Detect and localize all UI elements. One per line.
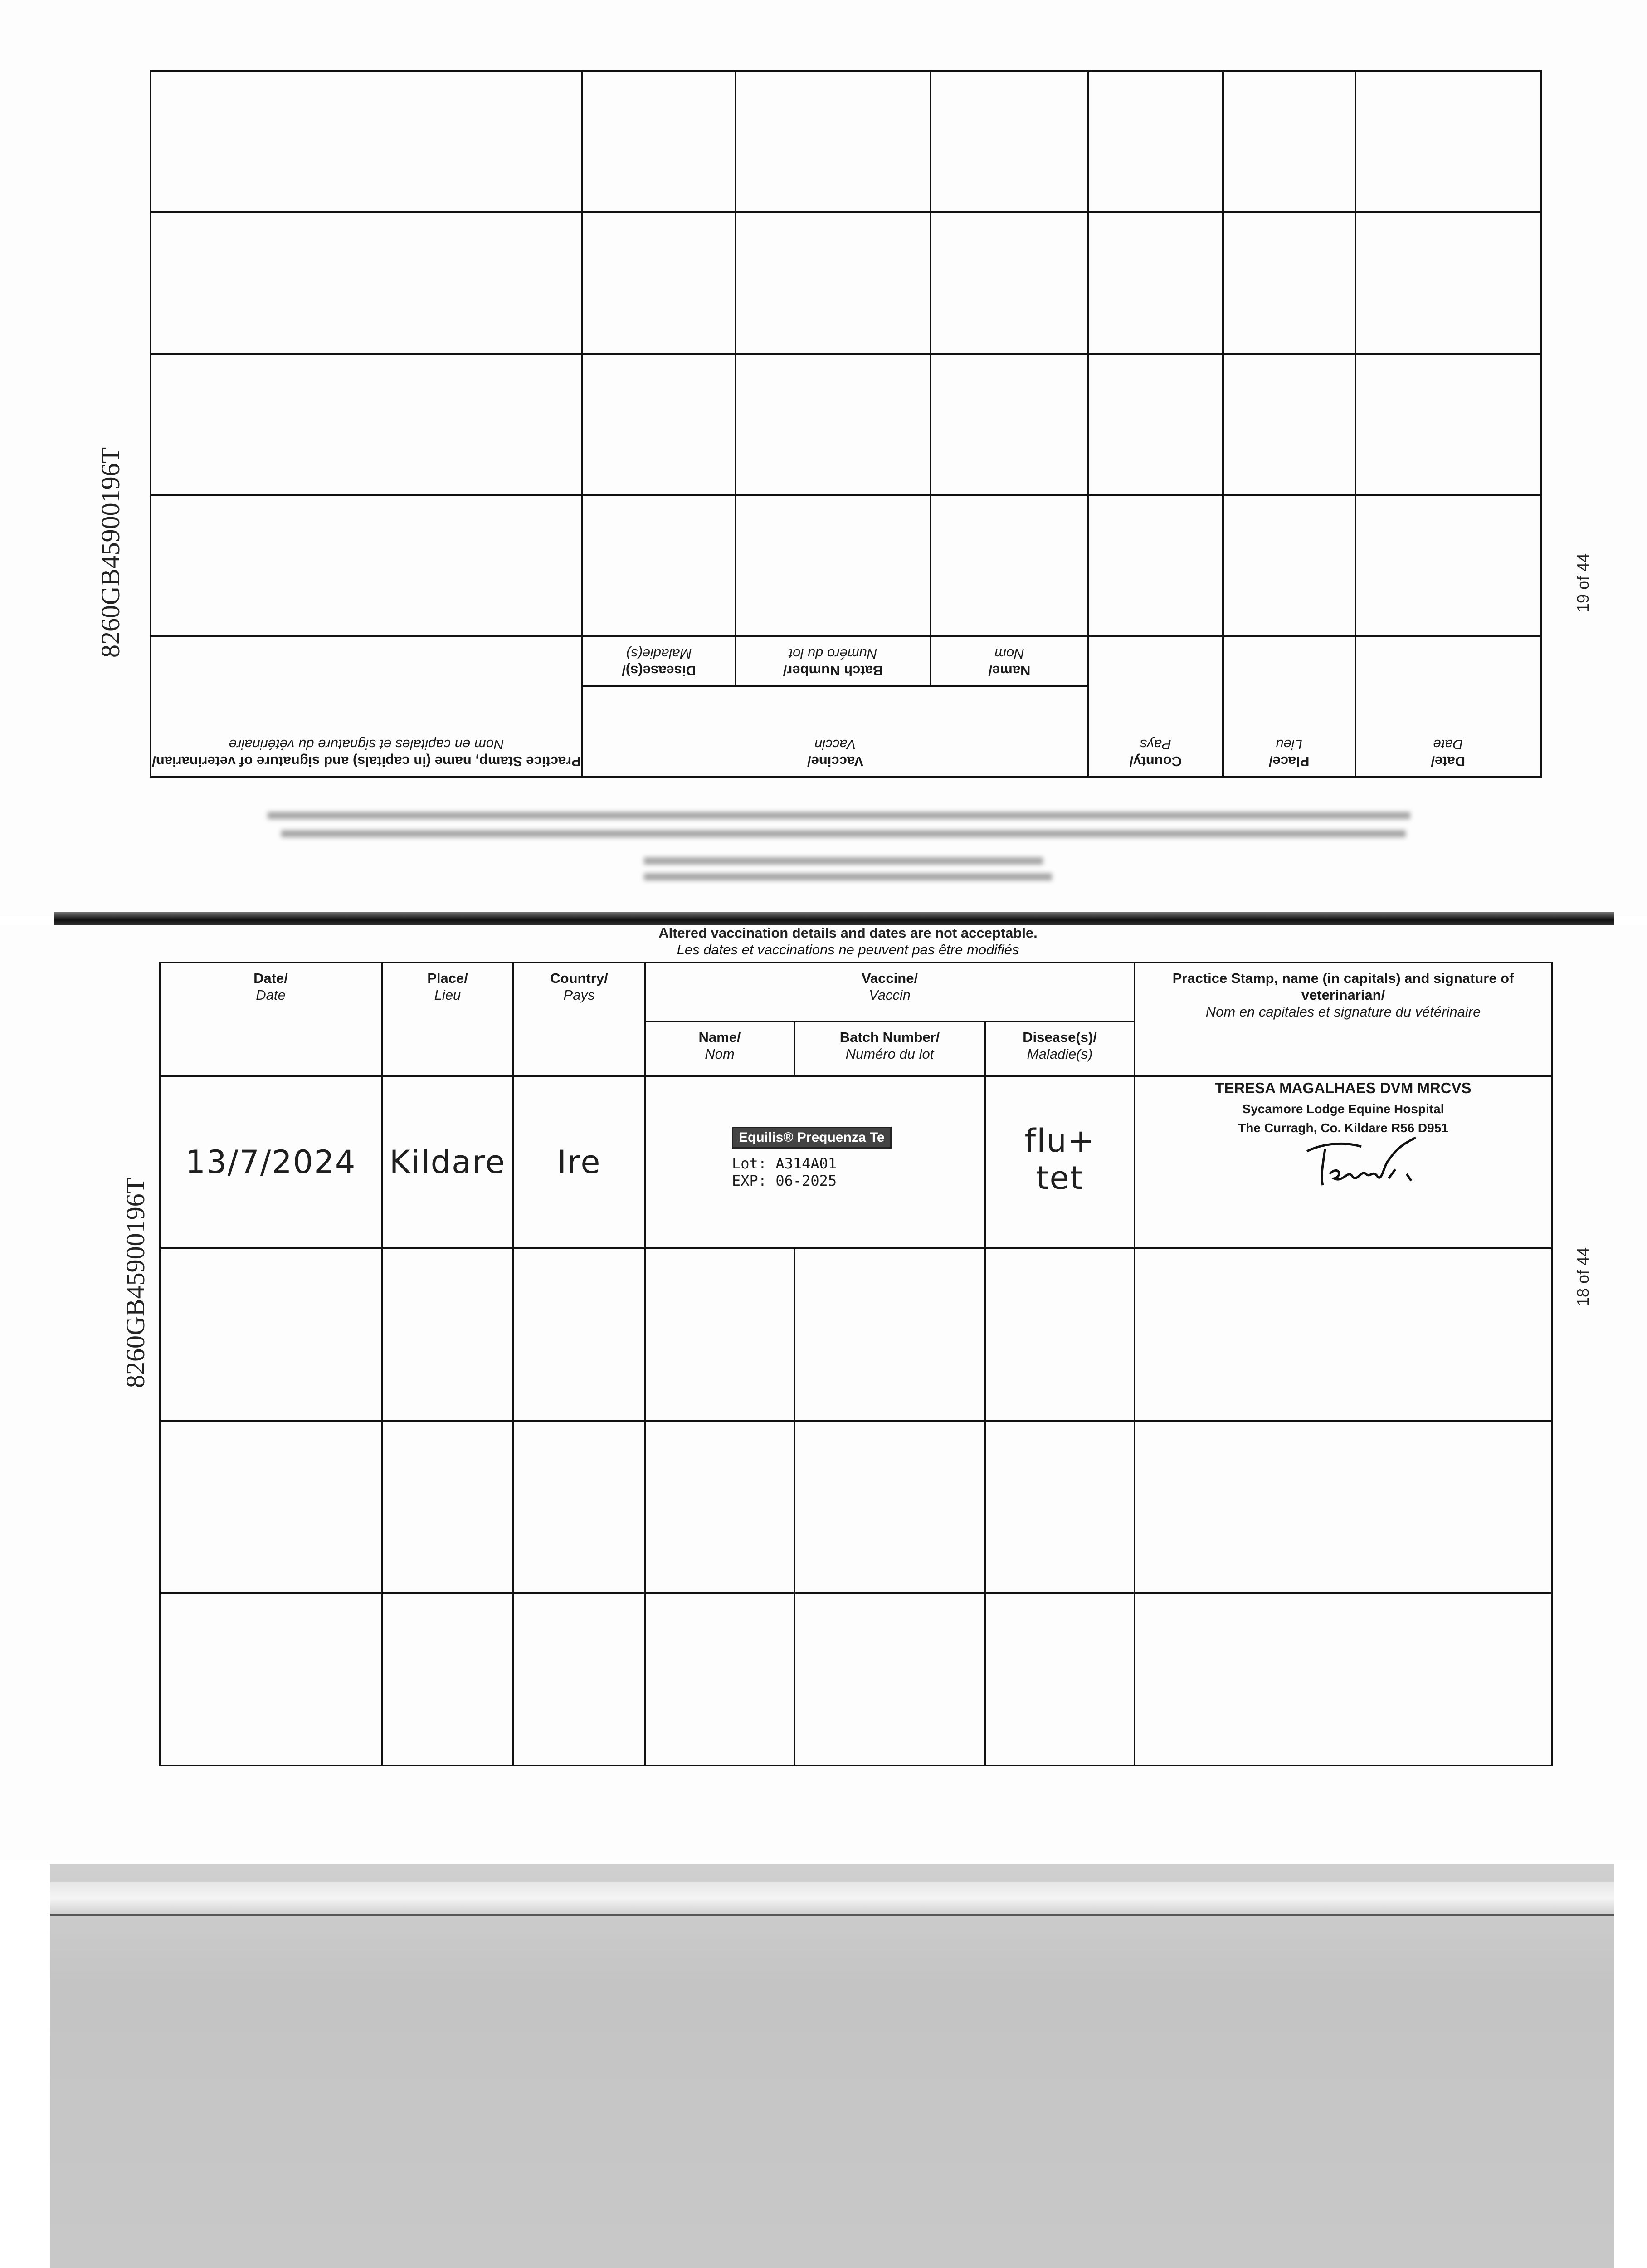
page-19 [0, 0, 1647, 916]
vet-address: The Curragh, Co. Kildare R56 D951 [1238, 1120, 1448, 1135]
vet-signature [1298, 1133, 1443, 1192]
passport-id-bottom: 8260GB45900196T [121, 1178, 150, 1388]
table-row [160, 1421, 1552, 1593]
table-row [160, 1593, 1552, 1765]
entry-place: Kildare [382, 1076, 513, 1248]
exp-line: EXP: 06-2025 [732, 1172, 837, 1189]
header-vaccine: Vaccine/ Vaccin [645, 963, 1135, 1022]
blurred-instructions-2 [281, 830, 1406, 837]
table-row [160, 1248, 1552, 1421]
vaccination-table-top: Date/ Date Place/ Lieu County/ Pays Vaccine/ Vaccin Practice Stamp, name (in capitals) and signature of veterinarian/ Nom en capitales et signature du vétérinaire Name/ Nom Batch Number/ Numéro du lot Disease(s)/ Maladie(s) [150, 70, 1542, 778]
table-row [160, 1076, 1552, 1248]
page-number-bottom: 18 of 44 [1574, 1247, 1592, 1306]
vaccine-brand: Equilis® Prequenza Te [732, 1127, 892, 1149]
blurred-instructions-1 [268, 812, 1410, 819]
scanner-background [50, 1864, 1614, 2268]
notice-english: Altered vaccination details and dates are not acceptable. [658, 925, 1038, 941]
lot-line: Lot: A314A01 [732, 1155, 837, 1172]
binding-edge [50, 1882, 1614, 1916]
page-number-top: 19 of 44 [1574, 553, 1592, 612]
blurred-instructions-4 [644, 873, 1052, 880]
blurred-instructions-3 [644, 857, 1043, 865]
entry-disease: flu+ tet [985, 1076, 1135, 1248]
vaccination-table [159, 962, 1551, 1765]
entry-country: Ire [513, 1076, 645, 1248]
vet-name: TERESA MAGALHAES DVM MRCVS [1215, 1080, 1472, 1096]
header-date: Date/ Date [160, 963, 382, 1076]
header-practice-stamp: Practice Stamp, name (in capitals) and signature of veterinarian/ Nom en capitales et signature du vétérinaire [1135, 963, 1552, 1076]
vet-stamp [1135, 1076, 1552, 1248]
header-disease: Disease(s)/ Maladie(s) [985, 1022, 1135, 1076]
header-vaccine-name: Name/ Nom [645, 1022, 794, 1076]
header-country: Country/ Pays [513, 963, 645, 1076]
vaccine-label-sticker [645, 1076, 985, 1248]
header-batch-number: Batch Number/ Numéro du lot [794, 1022, 985, 1076]
header-place: Place/ Lieu [382, 963, 513, 1076]
notice-french: Les dates et vaccinations ne peuvent pas être modifiés [677, 942, 1019, 958]
entry-date: 13/7/2024 [160, 1076, 382, 1248]
passport-id-top: 8260GB45900196T [96, 447, 125, 658]
vet-practice: Sycamore Lodge Equine Hospital [1242, 1101, 1444, 1116]
